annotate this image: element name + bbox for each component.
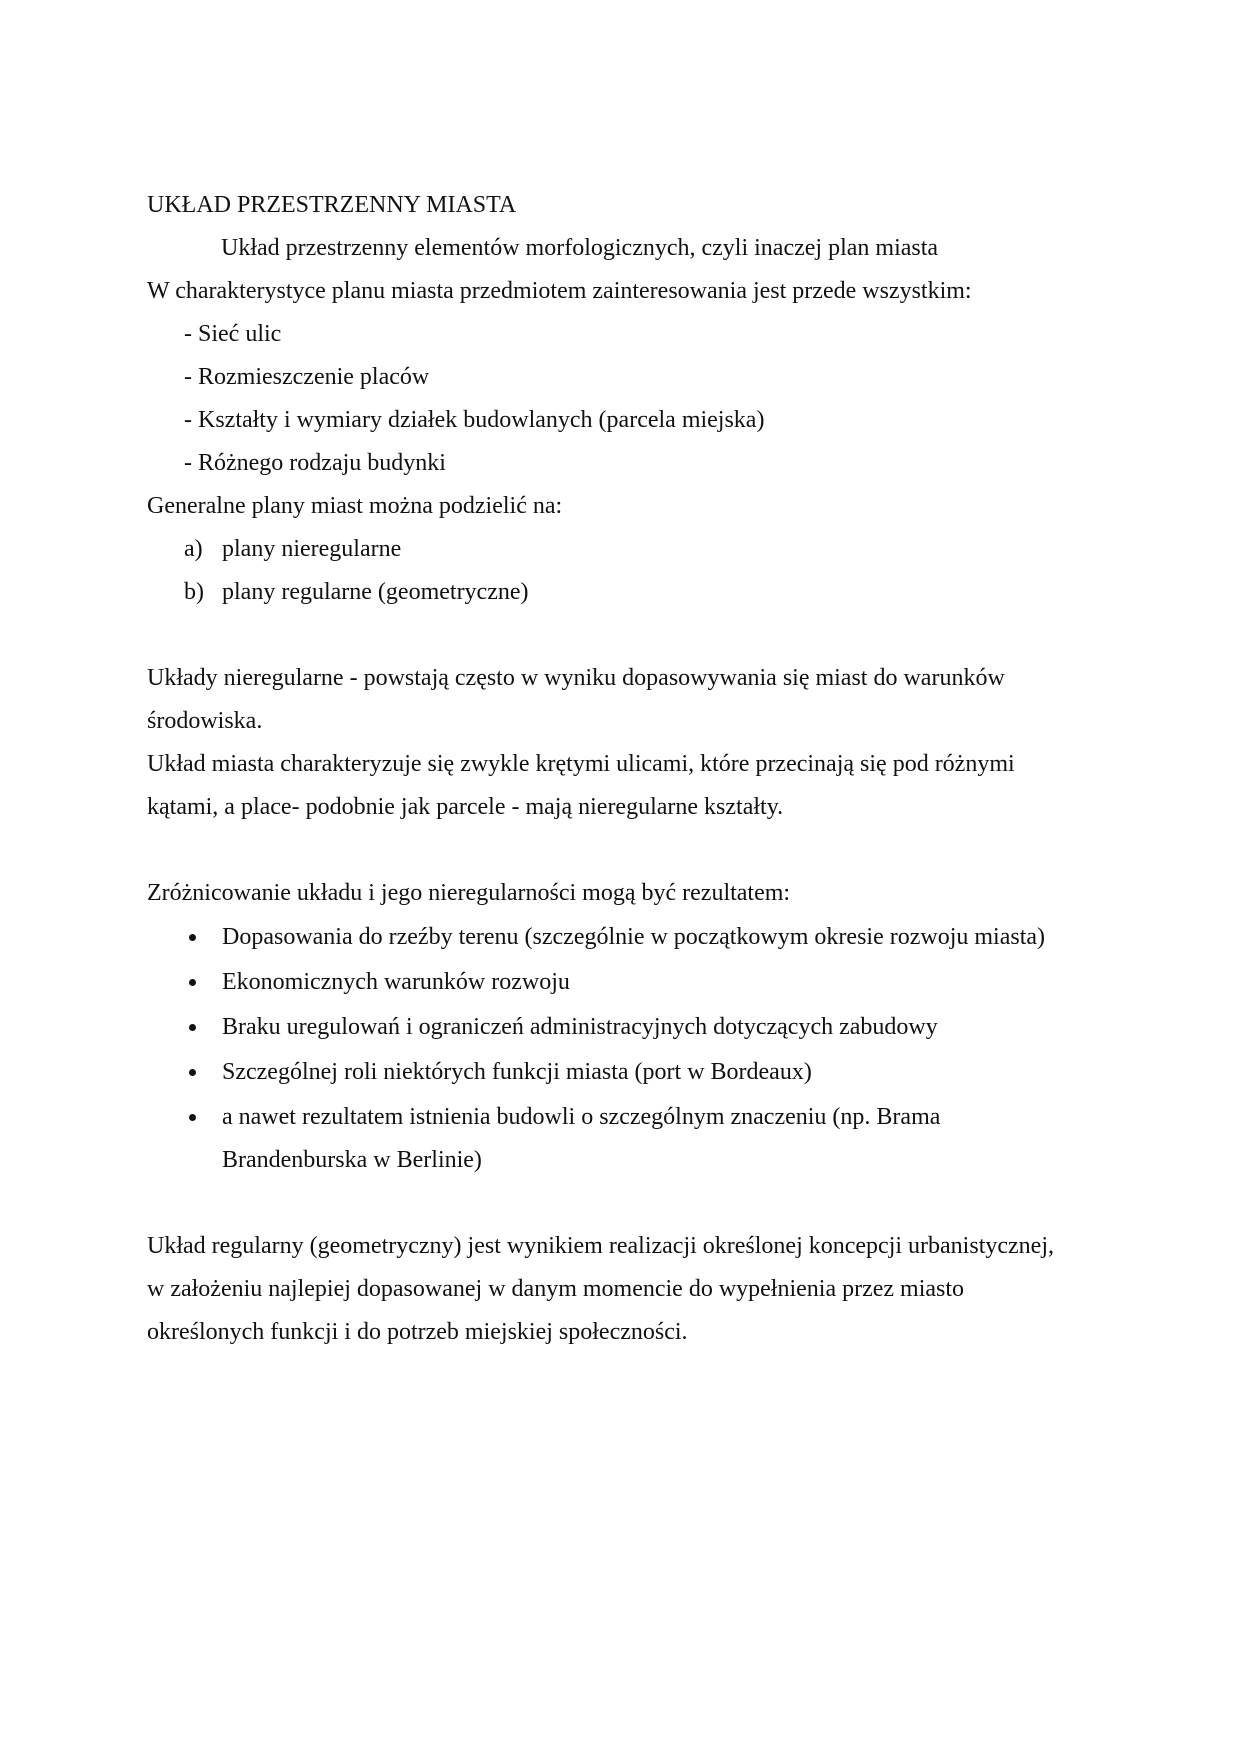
bullet-text: a nawet rezultatem istnienia budowli o szczególnym znaczeniu (np. Brama [222,1104,941,1130]
general-plans-intro: Generalne plany miast można podzielić na: [147,493,563,519]
bullet-icon [189,979,196,986]
plan-type-item [184,534,401,564]
page-title: UKŁAD PRZESTRZENNY MIASTA [147,192,517,218]
dash-list-item: - Różnego rodzaju budynki [184,450,446,476]
bullet-icon [189,1024,196,1031]
bullet-list-item [222,1057,812,1087]
list-marker: a) [184,536,203,562]
regular-paragraph-line: określonych funkcji i do potrzeb miejskiej społeczności. [147,1319,688,1345]
dash-list-item: - Kształty i wymiary działek budowlanych (parcela miejska) [184,407,765,433]
list-marker: b) [184,579,204,605]
intro-line: Układ przestrzenny elementów morfologicznych, czyli inaczej plan miasta [221,235,939,261]
bullet-list-item [222,967,570,997]
diversity-intro: Zróżnicowanie układu i jego nieregularności mogą być rezultatem: [147,880,791,906]
lead-line: W charakterystyce planu miasta przedmiotem zainteresowania jest przede wszystkim: [147,278,972,304]
bullet-text: Szczególnej roli niektórych funkcji miasta (port w Bordeaux) [222,1059,812,1085]
bullet-text: Ekonomicznych warunków rozwoju [222,969,570,995]
plan-type-text: plany regularne (geometryczne) [222,579,529,605]
bullet-icon [189,1114,196,1121]
dash-list-item: - Sieć ulic [184,321,282,347]
bullet-list-item [222,1012,938,1042]
bullet-list-item [222,1102,940,1132]
bullet-text: Braku uregulowań i ograniczeń administracyjnych dotyczących zabudowy [222,1014,938,1040]
bullet-list-item [222,922,1045,952]
regular-paragraph-line: w założeniu najlepiej dopasowanej w danym momencie do wypełnienia przez miasto [147,1276,965,1302]
bullet-icon [189,934,196,941]
bullet-continuation: Brandenburska w Berlinie) [222,1147,482,1173]
irregular-paragraph-line: Układy nieregularne - powstają często w wyniku dopasowywania się miast do warunków [147,665,1005,691]
irregular-description-line: kątami, a place- podobnie jak parcele - mają nieregularne kształty. [147,794,784,820]
bullet-text: Dopasowania do rzeźby terenu (szczególnie w początkowym okresie rozwoju miasta) [222,924,1046,950]
bullet-icon [189,1069,196,1076]
irregular-description-line: Układ miasta charakteryzuje się zwykle krętymi ulicami, które przecinają się pod różnymi [147,751,1015,777]
dash-list-item: - Rozmieszczenie placów [184,364,430,390]
regular-paragraph-line: Układ regularny (geometryczny) jest wynikiem realizacji określonej koncepcji urbanistycznej, [147,1233,1054,1259]
irregular-paragraph-line: środowiska. [147,708,263,734]
plan-type-text: plany nieregularne [222,536,402,562]
plan-type-item [184,577,529,607]
